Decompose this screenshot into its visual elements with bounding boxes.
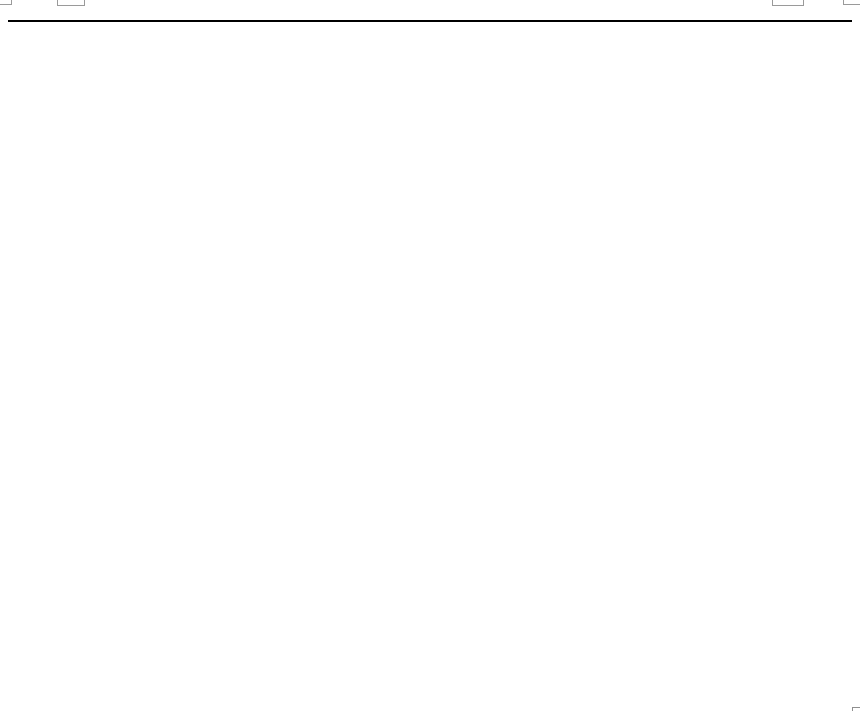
ruler-fragment-col6 xyxy=(772,0,804,6)
awards-table xyxy=(8,20,852,22)
ruler-fragment-right xyxy=(843,0,860,5)
ruler-fragment-col1 xyxy=(57,0,85,6)
ruler-fragment-left xyxy=(0,0,12,5)
table-resize-corner[interactable] xyxy=(852,707,860,711)
